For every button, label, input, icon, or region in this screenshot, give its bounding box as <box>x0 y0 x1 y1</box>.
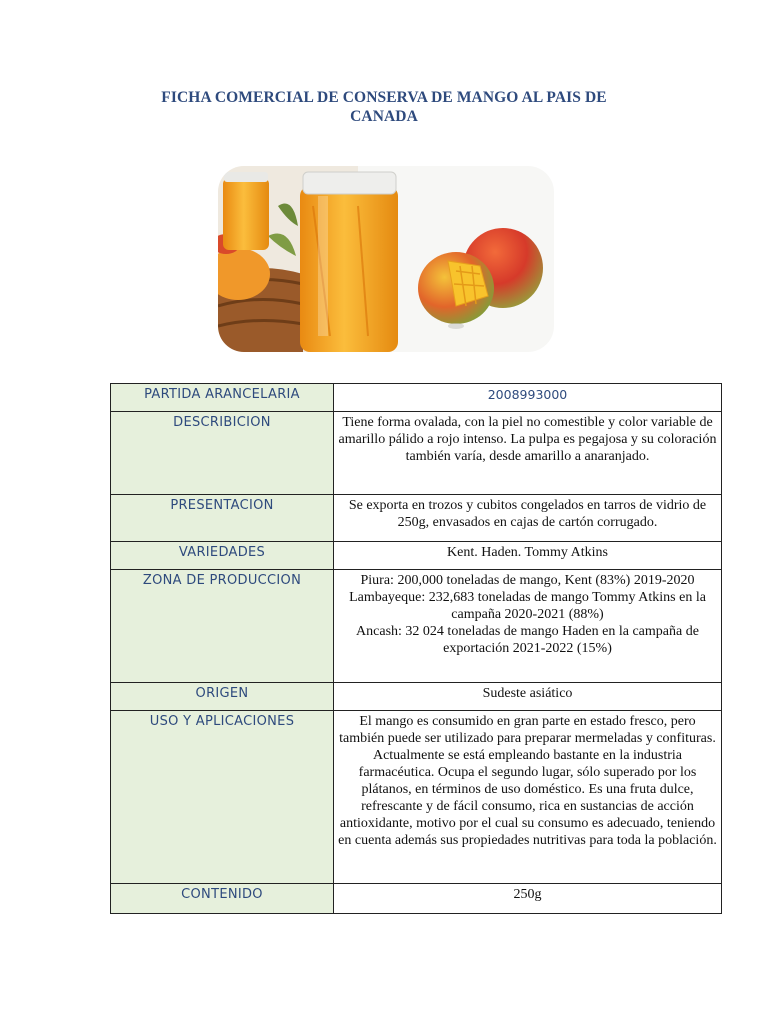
row-value <box>334 570 722 683</box>
row-label: PRESENTACION <box>111 495 334 542</box>
row-value: 2008993000 <box>334 384 722 412</box>
row-label: PARTIDA ARANCELARIA <box>111 384 334 412</box>
table-row <box>111 570 722 683</box>
table-row <box>111 884 722 914</box>
table-row <box>111 412 722 495</box>
row-label: CONTENIDO <box>111 884 334 914</box>
row-value: 250g <box>334 884 722 914</box>
zone-line: Ancash: 32 024 toneladas de mango Haden en la campaña de exportación 2021-2022 (15%) <box>356 624 699 656</box>
row-label: ORIGEN <box>111 683 334 711</box>
row-label: USO Y APLICACIONES <box>111 711 334 884</box>
row-value: Tiene forma ovalada, con la piel no comestible y color variable de amarillo pálido a rojo intenso. La pulpa es pegajosa y su coloración también varía, desde amarillo a anaranjado. <box>334 412 722 495</box>
zone-line: Piura: 200,000 toneladas de mango, Kent (83%) 2019-2020 <box>360 573 695 588</box>
row-value: El mango es consumido en gran parte en estado fresco, pero también puede ser utilizado para preparar mermeladas y confituras. Actualmente se está empleando bastante en la industria farmacéutica. Ocupa el segundo lugar, sólo superado por los plátanos, en términos de uso doméstico. Es una fruta dulce, refrescante y de fácil consumo, rica en sustancias de acción antioxidante, motivo por el cual su consumo es adecuado, teniendo en cuenta además sus propiedades nutritivas para toda la población. <box>334 711 722 884</box>
row-label: ZONA DE PRODUCCION <box>111 570 334 683</box>
table-row <box>111 683 722 711</box>
row-value: Se exporta en trozos y cubitos congelados en tarros de vidrio de 250g, envasados en cajas de cartón corrugado. <box>334 495 722 542</box>
zone-line: Lambayeque: 232,683 toneladas de mango Tommy Atkins en la campaña 2020-2021 (88%) <box>349 590 706 622</box>
page-title <box>100 88 668 126</box>
mango-preserve-photo <box>218 166 554 352</box>
product-sheet-table <box>110 383 722 914</box>
row-label: VARIEDADES <box>111 542 334 570</box>
row-value: Kent. Haden. Tommy Atkins <box>334 542 722 570</box>
row-value: Sudeste asiático <box>334 683 722 711</box>
table-row <box>111 711 722 884</box>
table-row <box>111 495 722 542</box>
title-line-2: CANADA <box>350 108 418 125</box>
table-row <box>111 542 722 570</box>
table-row <box>111 384 722 412</box>
title-line-1: FICHA COMERCIAL DE CONSERVA DE MANGO AL PAIS DE <box>161 89 607 106</box>
row-label: DESCRIBICION <box>111 412 334 495</box>
